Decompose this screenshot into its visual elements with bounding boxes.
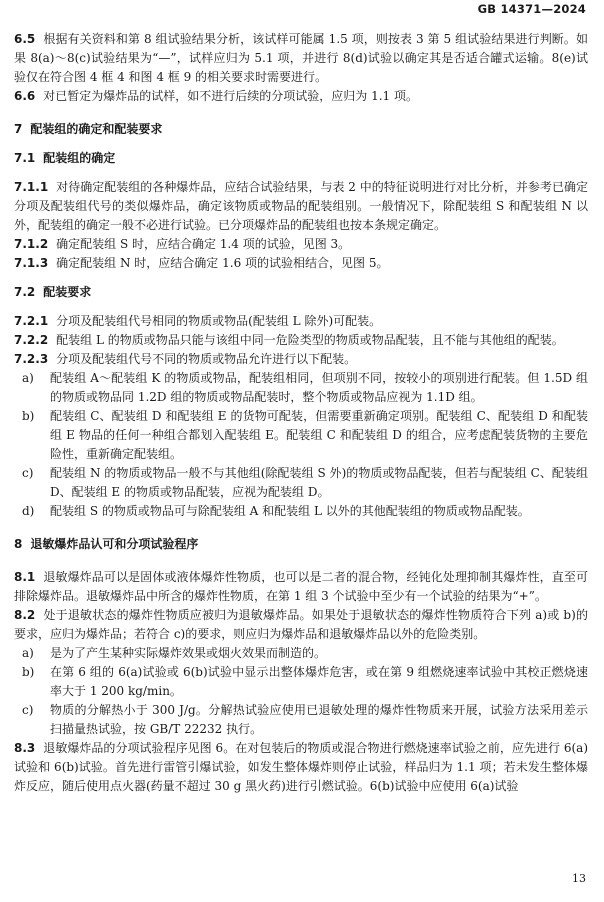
clause-text: 退敏爆炸品的分项试验程序见图 6。在对包装后的物质或混合物进行燃烧速率试验之前，应先进行 6(a)试验和 6(b)试验。首先进行雷管引爆试验，如发生整体爆炸则停止试验，样品归为 1.1 项；若未发生整体爆炸反应，随后使用点火器(药量不超过 30 g 黑火药)进行引燃试验。6(b)试验中应使用 6(a)试验 (14, 741, 588, 793)
clause-7-2-3 (14, 350, 588, 369)
heading-number: 8 (14, 537, 23, 551)
heading-text: 配装要求 (43, 285, 92, 299)
heading-7 (14, 120, 588, 139)
clause-number: 8.2 (14, 608, 36, 622)
clause-7-1-3 (14, 254, 588, 273)
list-text: 在第 6 组的 6(a)试验或 6(b)试验中显示出整体爆炸危害，或在第 9 组燃烧速率试验中其校正燃烧速率大于 1 200 kg/min。 (50, 665, 588, 698)
list-text: 配装组 S 的物质或物品可与除配装组 A 和配装组 L 以外的其他配装组的物质或物品配装。 (50, 504, 530, 518)
list-label: c) (22, 466, 34, 480)
list-label: a) (22, 371, 34, 385)
clause-7-1-1 (14, 178, 588, 235)
clause-number: 7.1.2 (14, 237, 49, 251)
clause-text: 处于退敏状态的爆炸性物质应被归为退敏爆炸品。如果处于退敏状态的爆炸性物质符合下列 a)或 b)的要求，应归为爆炸品；若符合 c)的要求，则应归为爆炸品和退敏爆炸品以外的危险类别。 (14, 608, 588, 641)
list-item (14, 644, 588, 663)
heading-text: 退敏爆炸品认可和分项试验程序 (30, 537, 199, 551)
list-text: 配装组 C、配装组 D 和配装组 E 的货物可配装，但需要重新确定项别。配装组 C、配装组 D 和配装组 E 物品的任何一种组合都划入配装组 E。配装组 C 和配装组 D 的组合，应考虑配装货物的主要危险性，重新确定配装组。 (50, 409, 588, 461)
clause-number: 7.2.1 (14, 314, 49, 328)
clause-number: 7.2.2 (14, 333, 49, 347)
list-text: 配装组 A～配装组 K 的物质或物品，配装组相同，但项别不同，按较小的项别进行配装。但 1.5D 组的物质或物品同 1.2D 组的物质或物品配装时，整个物质或物品应视为 1.1D 组。 (50, 371, 588, 404)
clause-text: 退敏爆炸品可以是固体或液体爆炸性物质，也可以是二者的混合物，经钝化处理抑制其爆炸性，直至可排除爆炸品。退敏爆炸品中所含的爆炸性物质，在第 1 组 3 个试验中至少有一个试验的结果为“+”。 (14, 570, 588, 603)
list-label: d) (22, 504, 35, 518)
clause-text: 根据有关资料和第 8 组试验结果分析，该试样可能属 1.5 项，则按表 3 第 5 组试验结果进行判断。如果 8(a)～8(c)试验结果为“—”，试样应归为 5.1 项，并进行 8(d)试验以确定其是否适合罐式运输。8(e)试验仅在符合图 4 框 4 和图 4 框 9 的相关要求时需要进行。 (14, 32, 588, 84)
list-item (14, 464, 588, 502)
clause-8-2 (14, 606, 588, 644)
clause-text: 对已暂定为爆炸品的试样，如不进行后续的分项试验，应归为 1.1 项。 (43, 89, 418, 103)
heading-text: 配装组的确定 (43, 151, 116, 165)
heading-7-2 (14, 283, 588, 302)
list-item (14, 663, 588, 701)
list-label: b) (22, 665, 35, 679)
list-label: c) (22, 703, 34, 717)
clause-6-5 (14, 30, 588, 87)
clause-text: 配装组 L 的物质或物品只能与该组中同一危险类型的物质或物品配装，且不能与其他组的配装。 (56, 333, 564, 347)
list-item (14, 701, 588, 739)
clause-number: 6.5 (14, 32, 36, 46)
clause-8-3 (14, 739, 588, 796)
clause-8-1 (14, 568, 588, 606)
clause-7-2-1 (14, 312, 588, 331)
clause-text: 对待确定配装组的各种爆炸品，应结合试验结果，与表 2 中的特征说明进行对比分析，并参考已确定分项及配装组代号的类似爆炸品，确定该物质或物品的配装组别。一般情况下，除配装组 S 和配装组 N 以外，配装组的确定一般不必进行试验。已分项爆炸品的配装组也按本条规定确定。 (14, 180, 588, 232)
list-text: 物质的分解热小于 300 J/g。分解热试验应使用已退敏处理的爆炸性物质来开展，试验方法采用差示扫描量热试验，按 GB/T 22232 执行。 (50, 703, 588, 736)
standard-code: GB 14371—2024 (477, 2, 586, 16)
list-label: b) (22, 409, 35, 423)
document-body (14, 30, 588, 796)
clause-number: 8.1 (14, 570, 36, 584)
clause-7-2-2 (14, 331, 588, 350)
heading-7-1 (14, 149, 588, 168)
clause-text: 分项及配装组代号相同的物质或物品(配装组 L 除外)可配装。 (56, 314, 382, 328)
list-label: a) (22, 646, 34, 660)
page-number: 13 (572, 872, 586, 885)
clause-6-6 (14, 87, 588, 106)
clause-text: 确定配装组 S 时，应结合确定 1.4 项的试验，见图 3。 (56, 237, 351, 251)
clause-number: 7.1.1 (14, 180, 49, 194)
heading-number: 7.1 (14, 151, 36, 165)
clause-number: 7.2.3 (14, 352, 49, 366)
list-text: 配装组 N 的物质或物品一般不与其他组(除配装组 S 外)的物质或物品配装，但若与配装组 C、配装组 D、配装组 E 的物质或物品配装，应视为配装组 D。 (50, 466, 588, 499)
heading-number: 7.2 (14, 285, 36, 299)
heading-text: 配装组的确定和配装要求 (30, 122, 163, 136)
list-item (14, 502, 588, 521)
list-item (14, 407, 588, 464)
list-item (14, 369, 588, 407)
heading-8 (14, 535, 588, 554)
clause-number: 8.3 (14, 741, 36, 755)
clause-7-1-2 (14, 235, 588, 254)
list-text: 是为了产生某种实际爆炸效果或烟火效果而制造的。 (50, 646, 327, 660)
clause-number: 7.1.3 (14, 256, 49, 270)
clause-text: 分项及配装组代号不同的物质或物品允许进行以下配装。 (56, 352, 357, 366)
clause-number: 6.6 (14, 89, 36, 103)
heading-number: 7 (14, 122, 23, 136)
clause-text: 确定配装组 N 时，应结合确定 1.6 项的试验相结合，见图 5。 (56, 256, 389, 270)
